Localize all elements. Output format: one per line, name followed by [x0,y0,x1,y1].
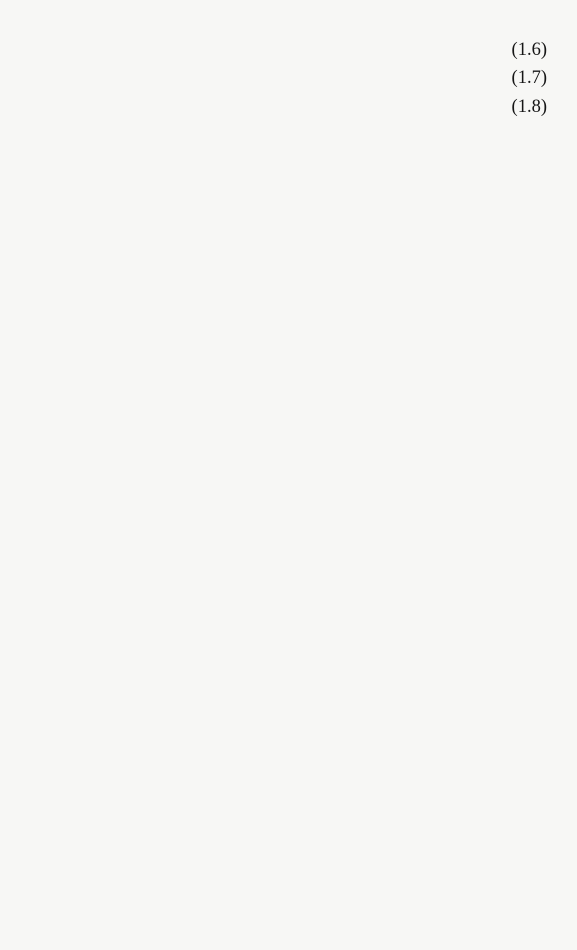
paragraph-4 [30,138,547,161]
equation-number: (1.8) [511,96,547,117]
equation-1-8 [30,96,547,119]
equation-1-6 [30,39,547,62]
equation-number: (1.6) [511,39,547,60]
equation-1-7 [30,67,547,90]
equation-number: (1.7) [511,68,547,89]
paragraph-intro [30,10,547,33]
